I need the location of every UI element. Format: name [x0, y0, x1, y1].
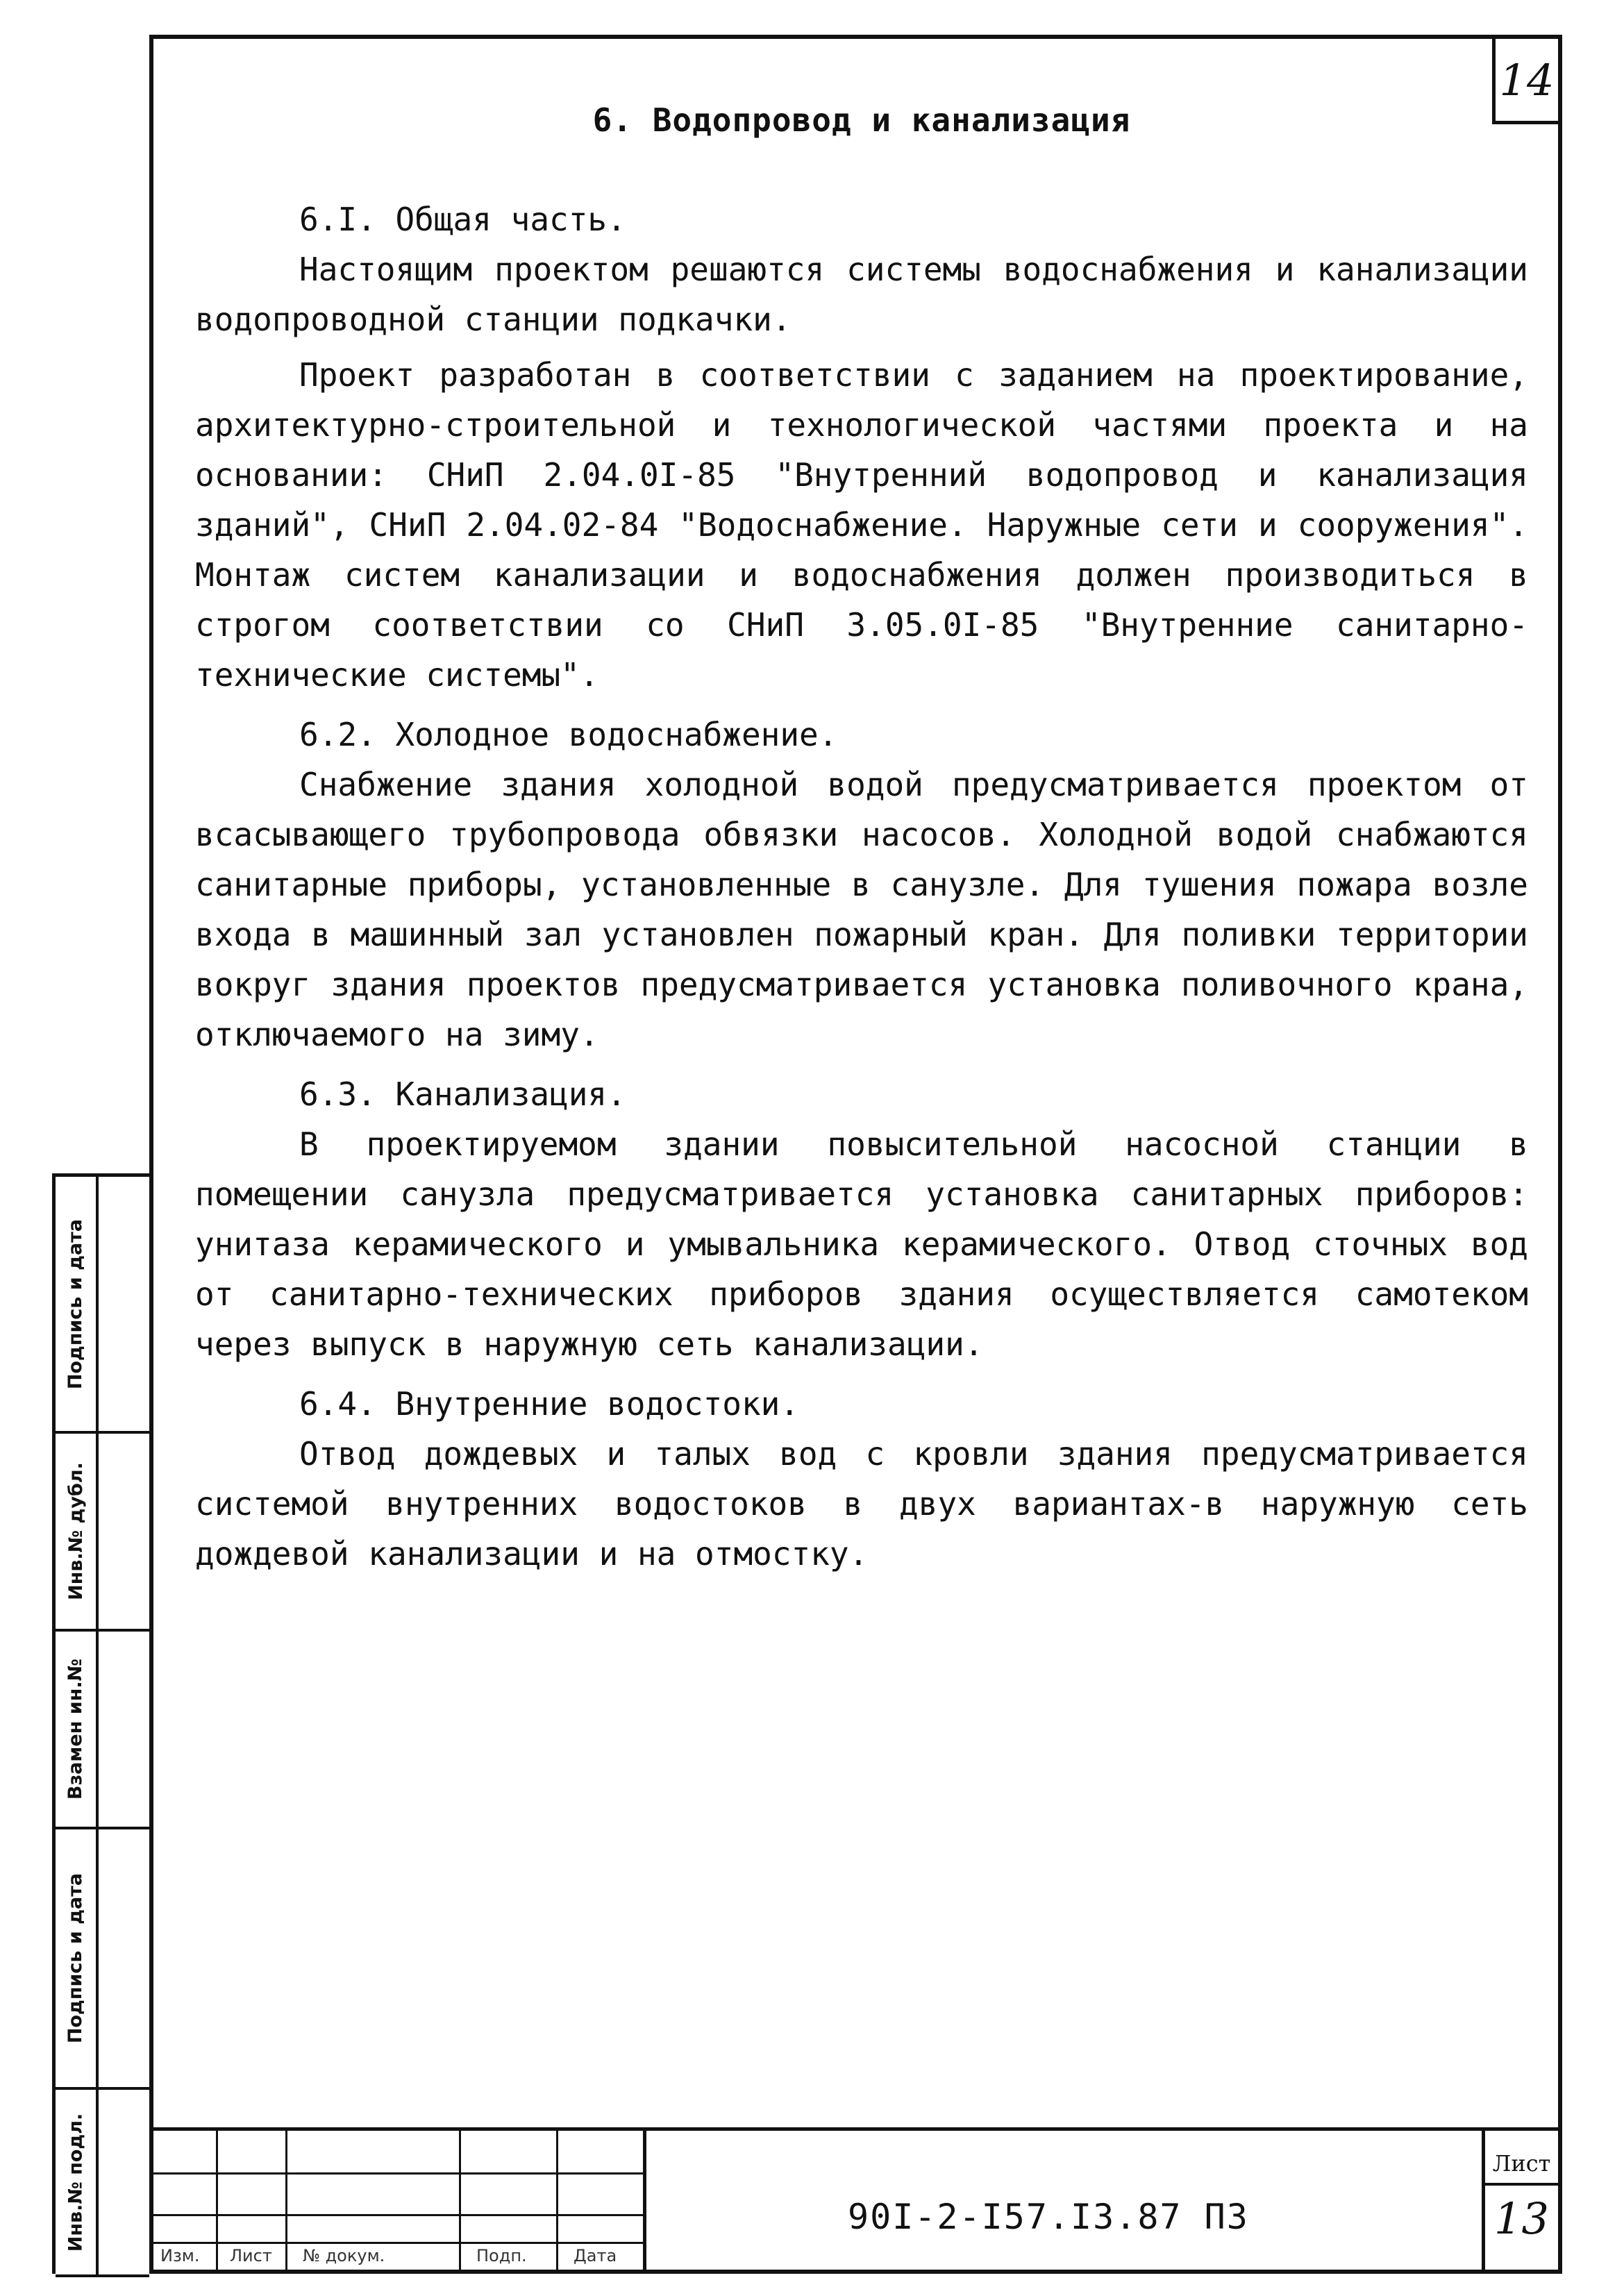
paragraph: Снабжение здания холодной водой предусматривается проектом от всасывающего трубопровода обвязки насосов. Холодной водой снабжаются санитарные приборы, установленные в санузле. Для тушения пожара возле входа в машинный зал установлен пожарный кран. Для поливки территории вокруг здания проектов предусматривается установка поливочного крана, отключаемого на зиму.	[195, 766, 1528, 1053]
page-title: 6. Водопровод и канализация	[592, 101, 1131, 139]
column-label-signature: Подп.	[476, 2246, 527, 2265]
paragraph: Настоящим проектом решаются системы водоснабжения и канализации водопроводной станции подкачки.	[195, 251, 1528, 338]
revision-grid	[153, 2131, 646, 2270]
side-cell	[56, 2090, 149, 2277]
drawing-frame	[149, 35, 1562, 2274]
column-label-change: Изм.	[160, 2246, 200, 2265]
sheet-number: 13	[1494, 2193, 1549, 2244]
side-cell	[56, 1829, 149, 2090]
paragraph: В проектируемом здании повысительной насосной станции в помещении санузла предусматривается установка санитарных приборов: унитаза керамического и умывальника керамического. Отвод сточных вод от санитарно-технических приборов здания осуществляется самотеком через выпуск в наружную сеть канализации.	[195, 1125, 1528, 1363]
side-label: Инв.№ дубл.	[65, 1462, 87, 1600]
sheet-label: Лист	[1485, 2145, 1558, 2186]
column-label-sheet: Лист	[230, 2246, 272, 2265]
section-title: 6.I. Общая часть.	[299, 201, 626, 238]
section-title: 6.2. Холодное водоснабжение.	[299, 716, 838, 753]
section-title: 6.4. Внутренние водостоки.	[299, 1385, 800, 1423]
paragraph: Проект разработан в соответствии с заданием на проектирование, архитектурно-строительной и технологической частями проекта и на основании: СНиП 2.04.0I-85 "Внутренний водопровод и канализация зданий", СНиП 2.04.02-84 "Водоснабжение. Наружные сети и сооружения". Монтаж систем канализации и водоснабжения должен производиться в строгом соответствии со СНиП 3.05.0I-85 "Внутренние санитарно-технические системы".	[195, 356, 1528, 694]
side-label: Подпись и дата	[65, 1872, 87, 2044]
side-cell	[56, 1177, 149, 1434]
page-number: 14	[1492, 39, 1558, 124]
side-label: Инв.№ подл.	[65, 2113, 87, 2252]
side-label: Подпись и дата	[65, 1218, 87, 1389]
side-cell	[56, 1632, 149, 1829]
document-body	[195, 101, 1528, 1584]
column-label-date: Дата	[574, 2246, 617, 2265]
document-code: 90I-2-I57.I3.87 ПЗ	[848, 2197, 1249, 2237]
column-label-doc-number: № докум.	[303, 2246, 385, 2265]
paragraph: Отвод дождевых и талых вод с кровли здания предусматривается системой внутренних водостоков в двух вариантах-в наружную сеть дождевой канализации и на отмостку.	[195, 1435, 1528, 1573]
side-label: Взамен ин.№	[65, 1658, 87, 1800]
side-stamp	[52, 1173, 149, 2274]
section-title: 6.3. Канализация.	[299, 1075, 626, 1113]
side-cell	[56, 1434, 149, 1632]
sheet-box	[1482, 2131, 1558, 2270]
title-block	[153, 2127, 1558, 2270]
